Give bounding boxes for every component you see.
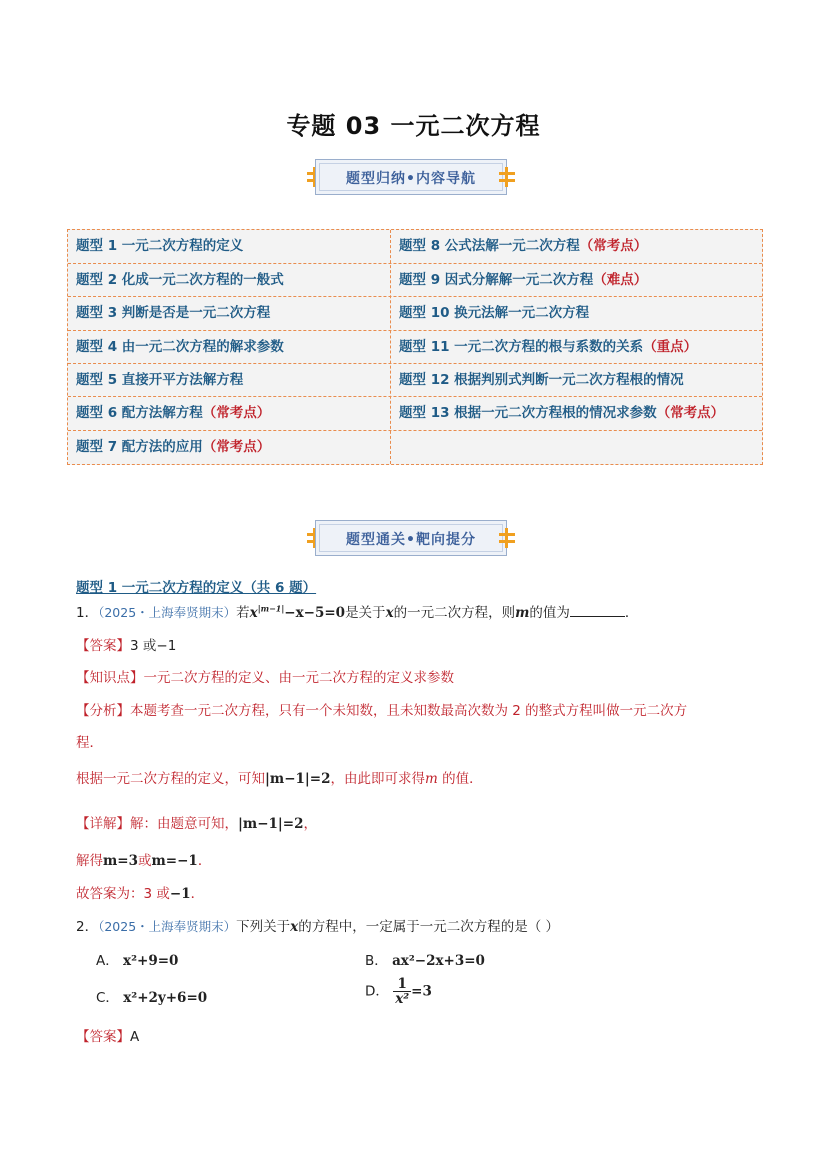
analysis-1-line2: 程． <box>76 735 103 751</box>
analysis-1-line3: 根据一元二次方程的定义，可知|m−1|=2，由此即可求得m 的值． <box>76 771 483 787</box>
question-source: （2025・上海奉贤期末） <box>98 605 237 620</box>
detail-1: 【详解】解：由题意可知，|m−1|=2， <box>76 816 318 832</box>
question-1: 1．（2025・上海奉贤期末）若$x^{|m-1|}-x-5=0$是关于x的一元二次方程，则m的值为 ． <box>76 603 639 621</box>
toc-item-2[interactable]: 题型 2 化成一元二次方程的一般式 <box>76 272 284 288</box>
section-title[interactable]: 题型 1 一元二次方程的定义（共 6 题） <box>76 580 317 596</box>
toc-item-11[interactable]: 题型 11 一元二次方程的根与系数的关系（重点） <box>399 339 698 355</box>
toc-row <box>68 263 762 297</box>
toc-item-1[interactable]: 题型 1 一元二次方程的定义 <box>76 238 244 254</box>
detail-1-final: 故答案为：3 或−1． <box>76 886 205 902</box>
option-b[interactable]: B． ax²−2x+3=0 <box>365 953 485 969</box>
toc-row <box>68 330 762 364</box>
toc-row <box>68 363 762 397</box>
toc-item-8[interactable]: 题型 8 公式法解一元二次方程（常考点） <box>399 238 648 254</box>
toc-item-10[interactable]: 题型 10 换元法解一元二次方程 <box>399 305 590 321</box>
fraction: $\frac{1}{\text{x²}}$ <box>395 976 410 1008</box>
answer-blank[interactable] <box>570 604 625 617</box>
toc-row <box>68 230 762 263</box>
knowledge-point-1: 【知识点】一元二次方程的定义、由一元二次方程的定义求参数 <box>76 670 454 686</box>
toc-item-4[interactable]: 题型 4 由一元二次方程的解求参数 <box>76 339 284 355</box>
analysis-1: 【分析】本题考查一元二次方程，只有一个未知数，且未知数最高次数为 2 的整式方程叫做一元二次方 <box>76 703 688 719</box>
practice-banner <box>307 520 515 556</box>
practice-banner-text: 题型通关•靶向提分 <box>346 532 476 548</box>
toc-item-5[interactable]: 题型 5 直接开平方法解方程 <box>76 372 244 388</box>
toc-row <box>68 396 762 430</box>
toc-table <box>67 229 763 465</box>
toc-item-12[interactable]: 题型 12 根据判别式判断一元二次方程根的情况 <box>399 372 684 388</box>
answer-2: 【答案】A <box>76 1029 140 1045</box>
toc-item-9[interactable]: 题型 9 因式分解解一元二次方程（难点） <box>399 272 648 288</box>
detail-1-solve: 解得m=3或m=−1． <box>76 853 212 869</box>
page-title: 专题 03 一元二次方程 <box>286 112 541 140</box>
banner-right-decoration <box>499 169 515 185</box>
toc-row <box>68 430 762 464</box>
nav-banner <box>307 159 515 195</box>
question-2: 2．（2025・上海奉贤期末）下列关于x的方程中，一定属于一元二次方程的是（ ） <box>76 919 560 935</box>
nav-banner-text: 题型归纳•内容导航 <box>346 171 476 187</box>
toc-item-7[interactable]: 题型 7 配方法的应用（常考点） <box>76 439 271 455</box>
option-a[interactable]: A． x²+9=0 <box>96 953 179 969</box>
question-source: （2025・上海奉贤期末） <box>98 919 237 934</box>
toc-item-3[interactable]: 题型 3 判断是否是一元二次方程 <box>76 305 271 321</box>
option-c[interactable]: C． x²+2y+6=0 <box>96 990 208 1006</box>
banner-right-decoration <box>499 530 515 546</box>
toc-row <box>68 296 762 330</box>
toc-item-13[interactable]: 题型 13 根据一元二次方程根的情况求参数（常考点） <box>399 405 725 421</box>
toc-item-6[interactable]: 题型 6 配方法解方程（常考点） <box>76 405 271 421</box>
answer-1: 【答案】3 或−1 <box>76 638 177 654</box>
option-d[interactable]: D． $\frac{1}{\text{x²}}$ =3 <box>365 976 432 1008</box>
